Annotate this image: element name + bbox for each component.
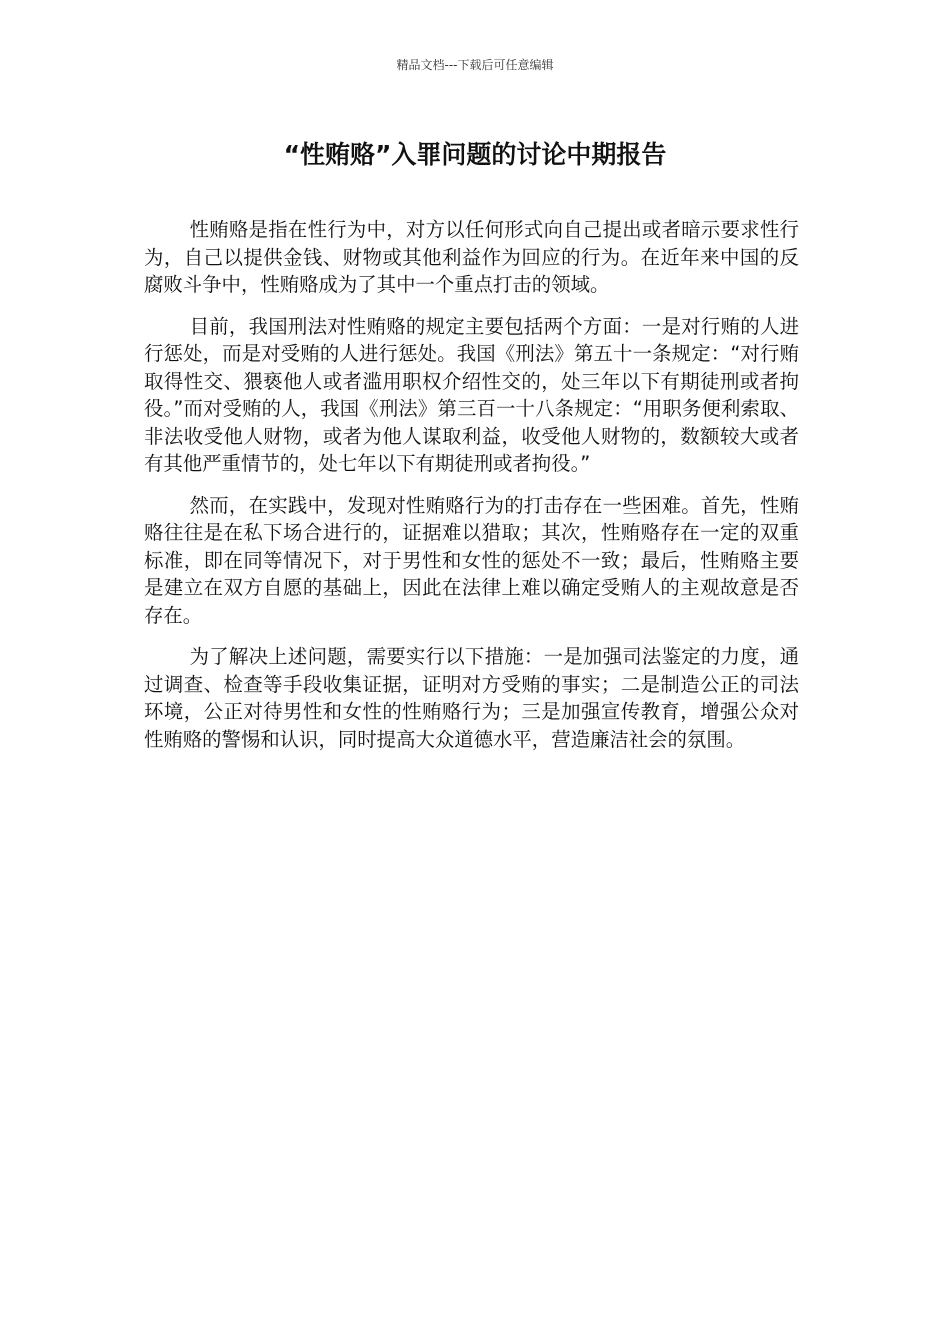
paragraph-difficulties: 然而，在实践中，发现对性贿赂行为的打击存在一些困难。首先，性贿赂往往是在私下场合进行的，证据难以猎取；其次，性贿赂存在一定的双重标准，即在同等情况下，对于男性和女性的惩处不一致；最后，性贿赂主要是建立在双方自愿的基础上，因此在法律上难以确定受贿人的主观故意是否存在。 (144, 493, 799, 627)
paragraph-definition: 性贿赂是指在性行为中，对方以任何形式向自己提出或者暗示要求性行为，自己以提供金钱、财物或其他利益作为回应的行为。在近年来中国的反腐败斗争中，性贿赂成为了其中一个重点打击的领域。 (144, 218, 799, 296)
paragraph-current-law: 目前，我国刑法对性贿赂的规定主要包括两个方面：一是对行贿的人进行惩处，而是对受贿的人进行惩处。我国《刑法》第五十一条规定：“对行贿取得性交、猥亵他人或者滥用职权介绍性交的，处三年以下有期徒刑或者拘役。”而对受贿的人，我国《刑法》第三百一十八条规定：“用职务便利索取、非法收受他人财物，或者为他人谋取利益，收受他人财物的，数额较大或者有其他严重情节的，处七年以下有期徒刑或者拘役。” (144, 314, 799, 475)
page-header-note: 精品文档---下载后可任意编辑 (396, 58, 554, 72)
paragraph-measures: 为了解决上述问题，需要实行以下措施：一是加强司法鉴定的力度，通过调查、检查等手段收集证据，证明对方受贿的事实；二是制造公正的司法环境，公正对待男性和女性的性贿赂行为；三是加强宣传教育，增强公众对性贿赂的警惕和认识，同时提高大众道德水平，营造廉洁社会的氛围。 (144, 645, 799, 751)
document-body (144, 216, 799, 767)
document-title: “性贿赂”入罪问题的讨论中期报告 (283, 140, 667, 169)
